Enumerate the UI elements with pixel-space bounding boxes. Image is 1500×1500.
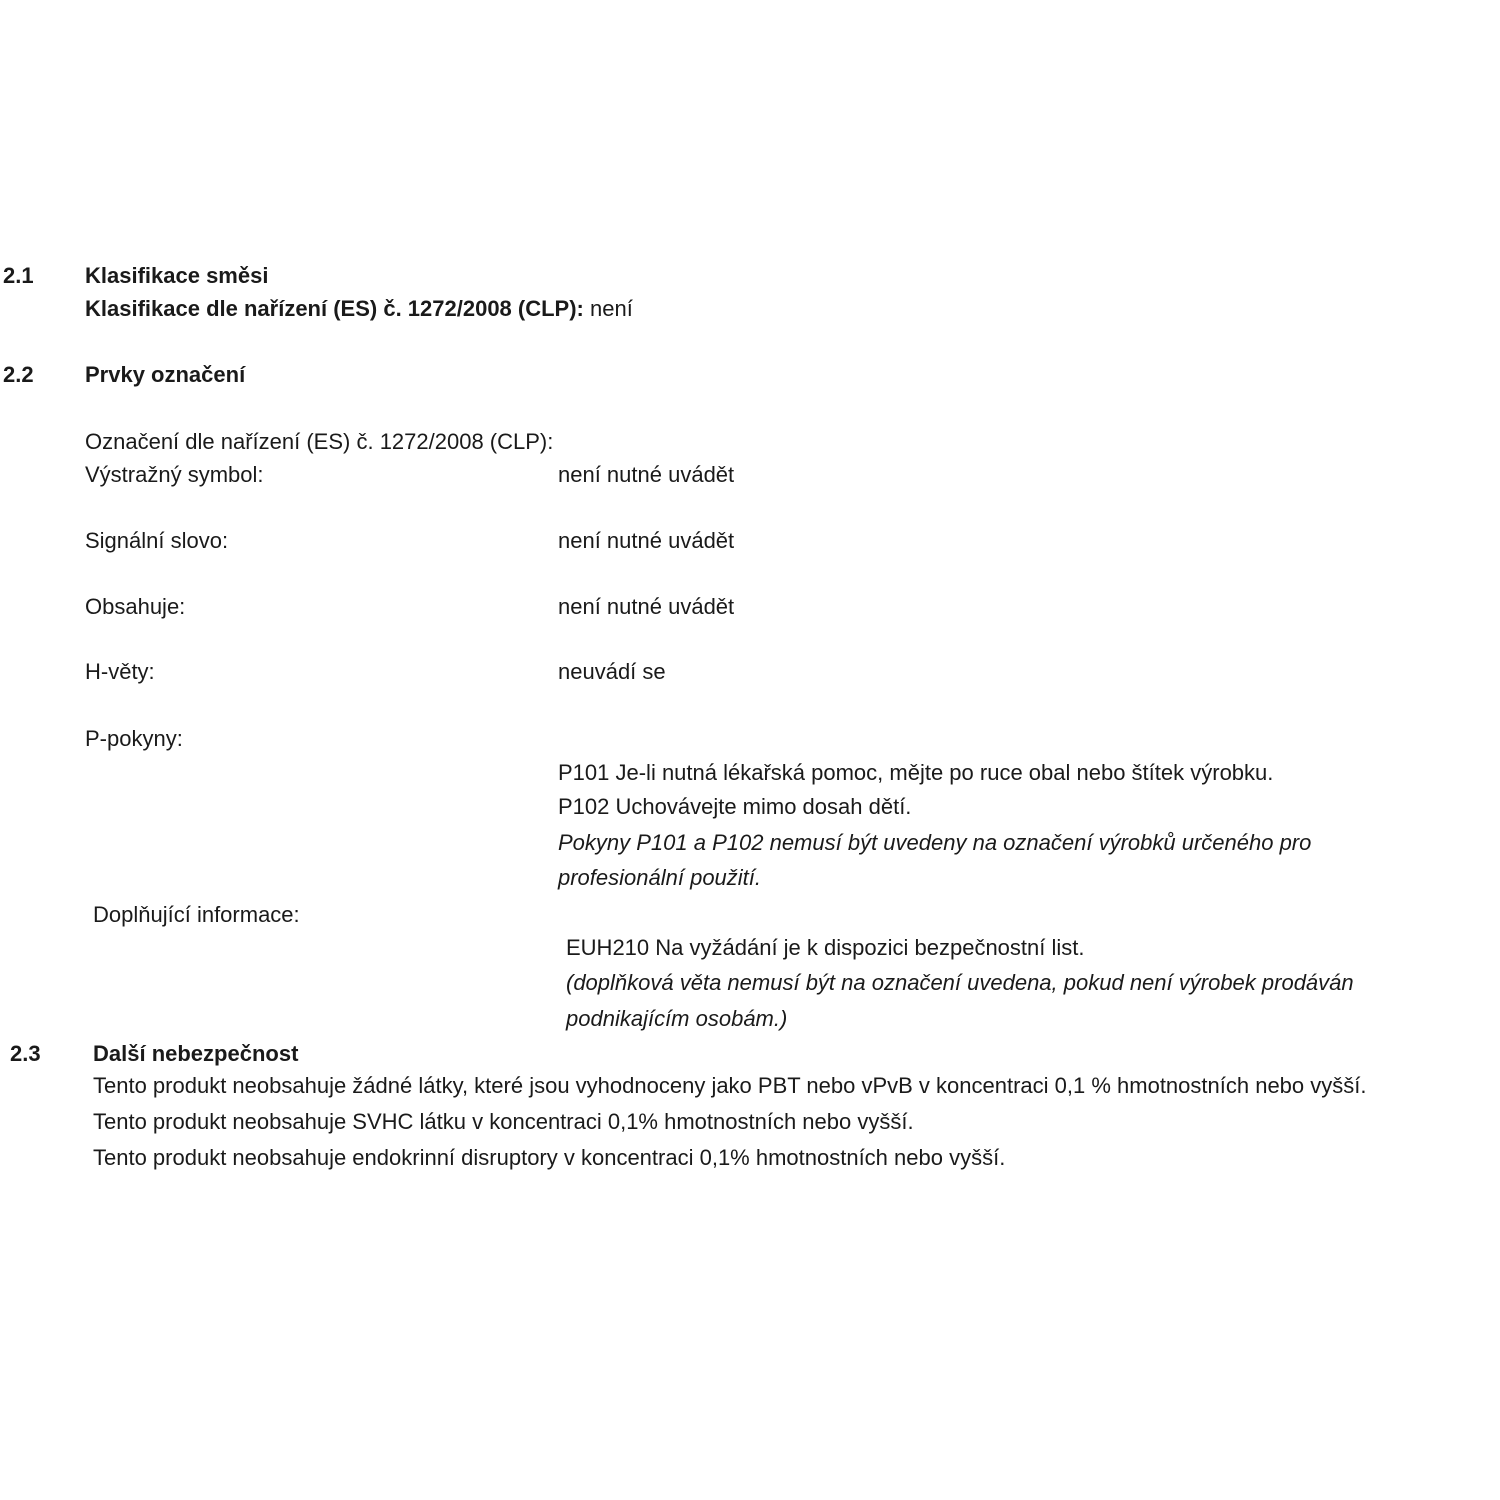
contains-label: Obsahuje:: [85, 594, 186, 619]
hazard-line-svhc: Tento produkt neobsahuje SVHC látku v koncentraci 0,1% hmotnostních nebo vyšší.: [93, 1109, 914, 1134]
labeling-intro: Označení dle nařízení (ES) č. 1272/2008 (CLP):: [85, 429, 554, 454]
section-2-3-number: 2.3: [10, 1041, 41, 1066]
p-note-line-2: profesionální použití.: [558, 865, 762, 890]
h-statements-value: neuvádí se: [558, 659, 666, 684]
signal-word-label: Signální slovo:: [85, 528, 229, 553]
section-2-2-title: Prvky označení: [85, 362, 246, 387]
classification-label: Klasifikace dle nařízení (ES) č. 1272/2008 (CLP):: [85, 296, 584, 321]
p102-statement: P102 Uchovávejte mimo dosah dětí.: [558, 794, 912, 819]
section-2-2-number: 2.2: [3, 362, 34, 387]
warning-symbol-label: Výstražný symbol:: [85, 462, 264, 487]
p101-statement: P101 Je-li nutná lékařská pomoc, mějte po ruce obal nebo štítek výrobku.: [558, 760, 1274, 785]
signal-word-value: není nutné uvádět: [558, 528, 735, 553]
h-statements-label: H-věty:: [85, 659, 155, 684]
hazard-line-pbt: Tento produkt neobsahuje žádné látky, které jsou vyhodnoceny jako PBT nebo vPvB v koncentraci 0,1 % hmotnostních nebo vyšší.: [93, 1073, 1367, 1098]
contains-value: není nutné uvádět: [558, 594, 735, 619]
supplementary-info-label: Doplňující informace:: [93, 902, 300, 927]
classification-value: není: [590, 296, 633, 321]
p-statements-label: P-pokyny:: [85, 726, 183, 751]
section-2-1-title: Klasifikace směsi: [85, 263, 269, 288]
section-2-3-title: Další nebezpečnost: [93, 1041, 299, 1066]
euh-note-line-1: (doplňková věta nemusí být na označení uvedena, pokud není výrobek prodáván: [566, 970, 1354, 995]
p-note-line-1: Pokyny P101 a P102 nemusí být uvedeny na označení výrobků určeného pro: [558, 830, 1312, 855]
warning-symbol-value: není nutné uvádět: [558, 462, 735, 487]
euh210-statement: EUH210 Na vyžádání je k dispozici bezpečnostní list.: [566, 935, 1085, 960]
euh-note-line-2: podnikajícím osobám.): [566, 1006, 788, 1031]
classification-line: [85, 298, 633, 320]
section-2-1-number: 2.1: [3, 263, 34, 288]
hazard-line-endocrine: Tento produkt neobsahuje endokrinní disruptory v koncentraci 0,1% hmotnostních nebo vyšší.: [93, 1145, 1006, 1170]
